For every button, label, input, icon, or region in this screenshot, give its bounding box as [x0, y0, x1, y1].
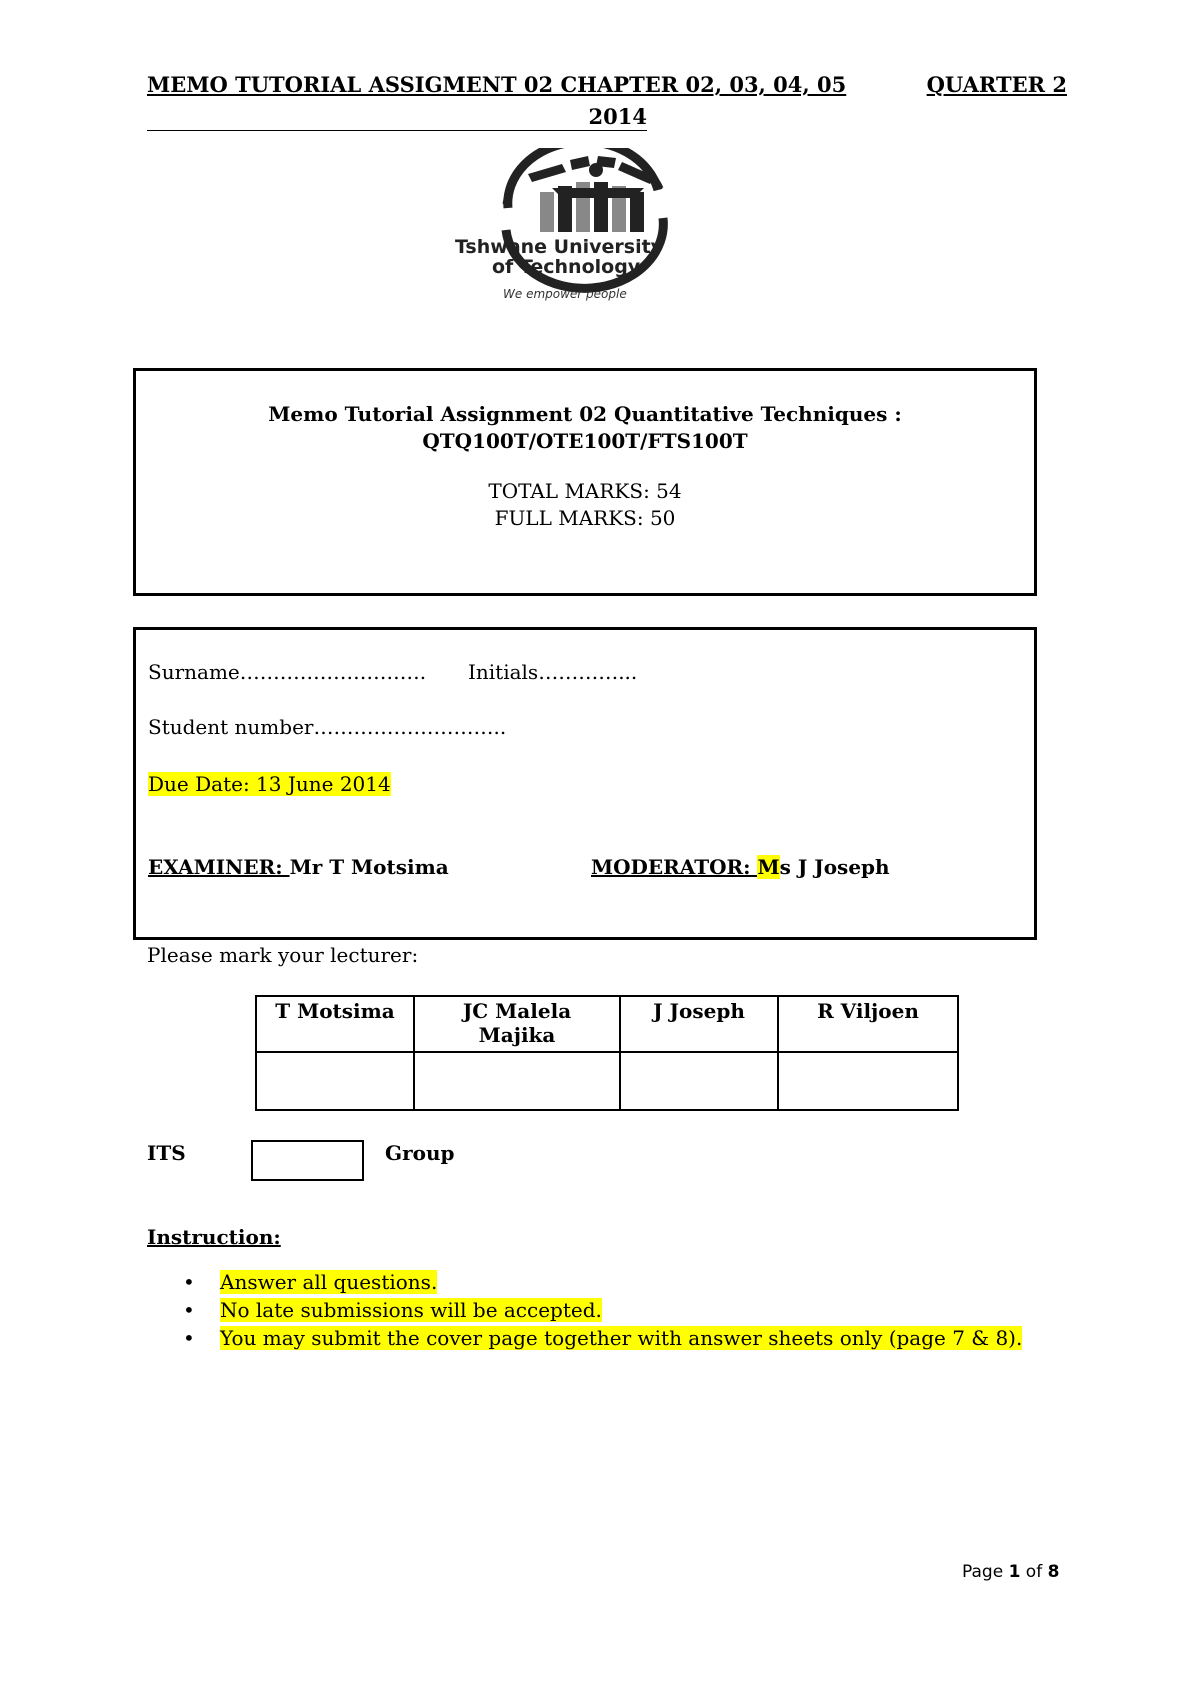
lecturer-header-motsima: T Motsima: [256, 996, 414, 1052]
instruction-text: Answer all questions.: [220, 1270, 438, 1294]
course-codes: QTQ100T/OTE100T/FTS100T: [422, 429, 748, 453]
instruction-list: [147, 1268, 1022, 1352]
moderator-name-highlight: M: [757, 855, 780, 879]
instruction-text: You may submit the cover page together with answer sheets only (page 7 & 8).: [220, 1326, 1023, 1350]
title-box: [133, 368, 1037, 596]
lecturer-mark-malela[interactable]: [414, 1052, 620, 1110]
list-item: [147, 1268, 1022, 1296]
lecturer-mark-joseph[interactable]: [620, 1052, 778, 1110]
instruction-text: No late submissions will be accepted.: [220, 1298, 602, 1322]
logo-name-line2: of Technology: [492, 256, 641, 278]
header-year: 2014: [147, 104, 647, 131]
page-current: 1: [1008, 1562, 1021, 1582]
document-header: [147, 72, 1067, 97]
university-logo: [448, 148, 728, 308]
examiner-label: EXAMINER:: [148, 855, 290, 879]
moderator-label: MODERATOR:: [591, 855, 758, 879]
bullet-icon: •: [183, 1298, 195, 1322]
logo-tagline: We empower people: [503, 287, 627, 301]
student-info-box: [133, 627, 1037, 940]
group-label: Group: [385, 1141, 455, 1165]
student-number-field[interactable]: Student number………………………..: [148, 715, 507, 739]
header-title: MEMO TUTORIAL ASSIGMENT 02 CHAPTER 02, 03, 04, 05: [147, 72, 847, 97]
due-date-text: Due Date: 13 June 2014: [148, 772, 391, 796]
page-total: 8: [1047, 1562, 1060, 1582]
full-marks: FULL MARKS: 50: [494, 506, 676, 530]
bullet-icon: •: [183, 1326, 195, 1350]
bullet-icon: •: [183, 1270, 195, 1294]
lecturer-prompt: Please mark your lecturer:: [147, 943, 419, 967]
initials-field[interactable]: Initials…………...: [468, 660, 638, 684]
lecturer-table: [255, 995, 959, 1111]
surname-field[interactable]: Surname……………………….: [148, 660, 427, 684]
moderator: [591, 855, 890, 879]
page-label: Page: [962, 1562, 1009, 1582]
lecturer-header-joseph: J Joseph: [620, 996, 778, 1052]
examiner: [148, 855, 449, 879]
page-number: [962, 1562, 1059, 1582]
list-item: [147, 1324, 1022, 1352]
total-marks: TOTAL MARKS: 54: [488, 479, 682, 503]
lecturer-mark-motsima[interactable]: [256, 1052, 414, 1110]
logo-name-line1: Tshwane University: [455, 236, 664, 258]
its-group-box[interactable]: [251, 1140, 364, 1181]
lecturer-mark-viljoen[interactable]: [778, 1052, 958, 1110]
lecturer-header-malela: JC Malela Majika: [414, 996, 620, 1052]
page-of: of: [1020, 1562, 1048, 1582]
lecturer-header-viljoen: R Viljoen: [778, 996, 958, 1052]
examiner-name: Mr T Motsima: [289, 855, 449, 879]
due-date: [148, 772, 391, 796]
moderator-name: s J Joseph: [779, 855, 890, 879]
instruction-heading: Instruction:: [147, 1225, 281, 1249]
list-item: [147, 1296, 1022, 1324]
header-quarter: QUARTER 2: [926, 72, 1067, 97]
assignment-title: Memo Tutorial Assignment 02 Quantitative Techniques :: [268, 402, 902, 426]
its-label: ITS: [147, 1141, 186, 1165]
